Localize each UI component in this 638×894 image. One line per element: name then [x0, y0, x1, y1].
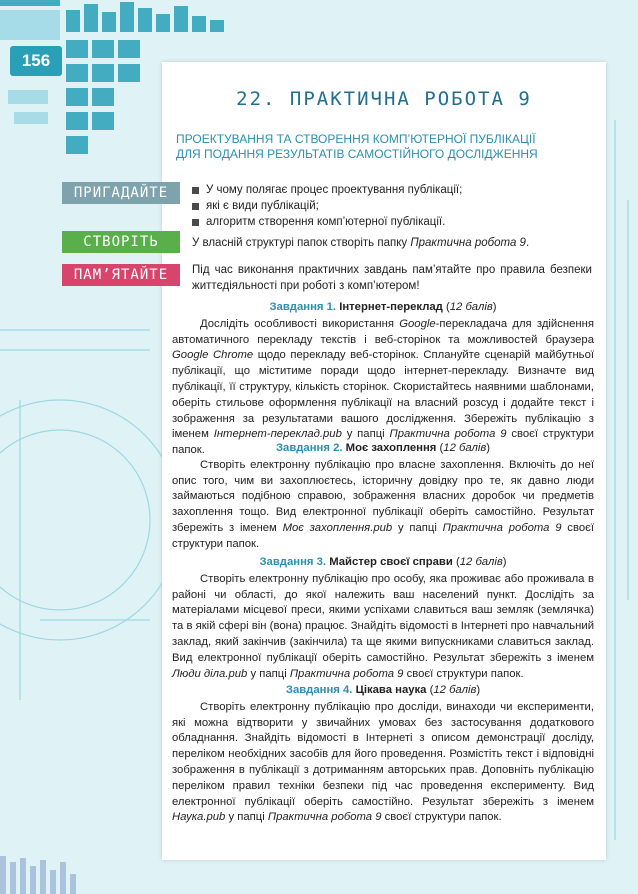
- task-body-text: Дослідіть особливості використання: [200, 317, 400, 330]
- task-body: [172, 317, 594, 459]
- label-note: ПАМ’ЯТАЙТЕ: [62, 264, 180, 286]
- task-body-text: у папці: [392, 521, 443, 534]
- task-2: [172, 441, 594, 553]
- task-number: Завдання 3.: [259, 556, 327, 568]
- subtitle: [176, 132, 596, 162]
- create-folder-name: Практична робота 9: [410, 237, 526, 249]
- list-item: які є види публікацій;: [192, 198, 592, 214]
- create-text: У власній структурі папок створіть папку: [192, 237, 411, 249]
- subtitle-line-1: ПРОЕКТУВАННЯ ТА СТВОРЕННЯ КОМП’ЮТЕРНОЇ ПУБЛІКАЦІЇ: [176, 132, 536, 146]
- list-item: У чому полягає процес проектування публікації;: [192, 182, 592, 198]
- task-name: Моє захоплення: [345, 442, 437, 454]
- task-body-italic: Інтернет-переклад.pub: [213, 428, 342, 441]
- create-end: .: [525, 237, 530, 249]
- task-body-text: своєї структури папок.: [403, 667, 524, 680]
- task-heading: [172, 683, 594, 699]
- task-body-text: своєї структури папок.: [381, 811, 502, 824]
- task-body-text: щодо перекладу веб-сторінок. Сплануйте сценарій майбутньої публікації, що міститиме поради щодо інтернет-перекладу. Визначте вид публікації, її структуру, кількість сторінок. Скористайтесь наявними шаблонами, оберіть стильове оформлення публікації на власний розсуд і додайте текст і зображення за результатами вашого дослідження. Збережіть публікацію з іменем: [172, 349, 594, 441]
- list-item: алгоритм створення комп’ютерної публікації.: [192, 214, 592, 230]
- task-points-open: (: [452, 556, 460, 568]
- note-text: Під час виконання практичних завдань пам’ятайте про правила безпеки життєдіяльності при роботі з комп’ютером!: [192, 264, 592, 292]
- task-body-italic: Люди діла.pub: [172, 667, 248, 680]
- remember-list: [192, 182, 592, 230]
- task-body-text: Створіть електронну публікацію про власне захоплення. Включіть до неї опис того, чим ви захоплюєтесь, історичну довідку про те, як давно люди займаються подібною справою, зображення власних доробок чи предметів захоплення тощо. Вид електронної публікації оберіть самостійно. Результат збережіть з іменем: [172, 458, 594, 534]
- task-heading: [172, 441, 594, 457]
- task-body-text: Створіть електронну публікацію про особу, яка проживає або проживала в районі чи області, до якої належить ваш населений пункт. Дослідіть за матеріалами місцевої преси, якими успіхами славиться ваш земляк (землячка) та в якій сфері він (вона) працює. Знайдіть відомості в Інтернеті про навчальний заклад, який закінчив (закінчила) та ще якими випускниками славиться заклад. Вид електронної публікації оберіть самостійно. Результат збережіть з іменем: [172, 572, 594, 664]
- task-body-italic: Практична робота 9: [389, 428, 507, 441]
- task-3: [172, 555, 594, 682]
- task-points-open: (: [426, 684, 434, 696]
- task-points-close: ): [486, 442, 491, 454]
- task-body-italic: Практична робота 9: [442, 521, 562, 534]
- task-body-italic: Наука.pub: [172, 811, 226, 824]
- label-create: СТВОРІТЬ: [62, 231, 180, 253]
- task-1: [172, 300, 594, 459]
- task-body: [172, 700, 594, 826]
- task-body-text: своєї структури папок.: [172, 428, 594, 457]
- task-body-text: -перекладача для здійснення автоматичного перекладу текстів і веб-сторінок та можливостей браузера: [172, 317, 595, 346]
- create-instruction: [192, 236, 592, 251]
- task-points-close: ): [492, 301, 497, 313]
- task-number: Завдання 1.: [269, 301, 337, 313]
- task-points-close: ): [476, 684, 481, 696]
- task-points-open: (: [442, 301, 450, 313]
- task-body-text: у папці: [341, 428, 390, 441]
- task-body: [172, 458, 594, 553]
- task-points: 12 балів: [433, 684, 477, 696]
- label-remember: ПРИГАДАЙТЕ: [62, 182, 180, 204]
- task-points-close: ): [502, 556, 507, 568]
- task-number: Завдання 2.: [275, 442, 343, 454]
- task-points: 12 балів: [449, 301, 493, 313]
- task-body: [172, 572, 594, 683]
- task-heading: [172, 300, 594, 316]
- task-body-text: у папці: [225, 811, 268, 824]
- task-name: Цікава наука: [355, 684, 427, 696]
- task-body-text: своєї структури папок.: [172, 521, 595, 550]
- task-body-italic: Моє захоплення.pub: [282, 521, 393, 534]
- task-body-italic: Практична робота 9: [267, 811, 382, 824]
- task-number: Завдання 4.: [285, 684, 353, 696]
- task-body-italic: Google Chrome: [172, 349, 254, 362]
- subtitle-line-2: ДЛЯ ПОДАННЯ РЕЗУЛЬТАТІВ САМОСТІЙНОГО ДОСЛІДЖЕННЯ: [176, 147, 538, 161]
- task-body-italic: Google: [399, 317, 436, 330]
- task-4: [172, 683, 594, 826]
- page-number: 156: [10, 46, 62, 76]
- task-points: 12 балів: [459, 556, 503, 568]
- task-name: Майстер своєї справи: [329, 556, 453, 568]
- task-name: Інтернет-переклад: [339, 301, 443, 313]
- task-points-open: (: [436, 442, 444, 454]
- task-body-text: Створіть електронну публікацію про досліди, винаходи чи експерименти, які можна відтворити у звичайних умовах без застосування додаткового обладнання. Знайдіть відомості в Інтернеті з описом демонстрації досліду, переліком необхідних засобів для його проведення. Розмістіть текст і відповідні зображення в публікації з дотриманням авторських прав. Доповніть публікацію переліком правил техніки безпеки під час проведення експерименту. Вид електронної публікації оберіть самостійно. Результат збережіть з іменем: [172, 700, 594, 808]
- task-body-italic: Практична робота 9: [289, 667, 404, 680]
- task-heading: [172, 555, 594, 571]
- page-title: 22. ПРАКТИЧНА РОБОТА 9: [236, 88, 532, 110]
- task-points: 12 балів: [443, 442, 487, 454]
- task-body-text: у папці: [247, 667, 290, 680]
